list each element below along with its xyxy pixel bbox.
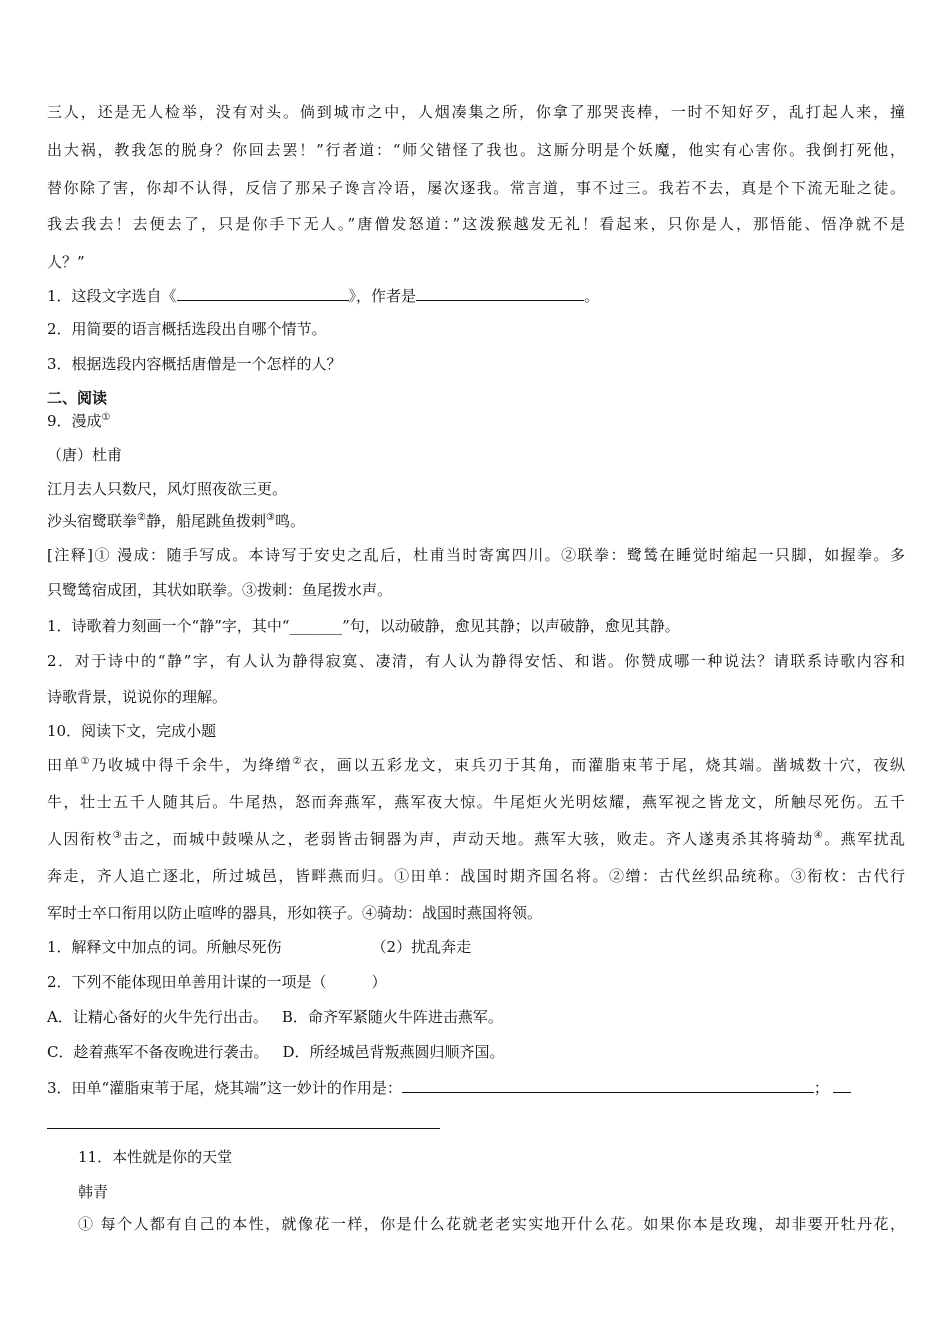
q8-1-middle: 》，作者是 — [348, 287, 417, 305]
q10-passage-line-4: 奔走，齐人追亡逐北，所过城邑，皆畔燕而归。①田单：战国时期齐国名将。②缯：古代丝织品统称。③衔枚：古代行 — [47, 867, 905, 885]
q10-p1-a: 田单 — [47, 756, 81, 774]
q10-p3-c: 。燕军扰乱 — [824, 830, 905, 848]
q9-subquestion-1 — [47, 616, 680, 636]
poem-note-2: ② — [137, 512, 146, 523]
q10-passage-line-3 — [47, 829, 905, 849]
q9-poem-line-2 — [47, 511, 305, 531]
poem-note-3: ③ — [266, 512, 275, 523]
q10-passage-line-1 — [47, 755, 905, 775]
q10-p3-a: 人因衔枚 — [47, 830, 113, 848]
poem-line-2-c: 鸣。 — [274, 512, 305, 530]
passage-line-4: 我去我去！去便去了，只是你手下无人。”唐僧发怒道：”这泼猴越发无礼！看起来，只你是人，那悟能、悟净就不是 — [47, 215, 905, 233]
poem-line-2-b: 静，船尾跳鱼拨剌 — [145, 512, 266, 530]
q10-1-a: 1．解释文中加点的词。所触尽死伤 — [47, 938, 282, 956]
option-a[interactable]: A．让精心备好的火牛先行出击。 — [47, 1008, 268, 1026]
q11-title: 11．本性就是你的天堂 — [78, 1148, 233, 1166]
q9-1-suffix: ”句，以动破静，愈见其静；以声破静，愈见其静。 — [342, 617, 680, 635]
passage-line-5: 人？” — [47, 253, 85, 271]
q10-1-b: （2）扰乱奔走 — [371, 938, 472, 956]
passage-line-1: 三人，还是无人检举，没有对头。倘到城市之中，人烟凑集之所，你拿了那哭丧棒，一时不知好歹，乱打起人来，撞 — [47, 103, 905, 121]
q11-paragraph-1: ① 每个人都有自己的本性，就像花一样，你是什么花就老老实实地开什么花。如果你本是玫瑰，却非要开牡丹花， — [78, 1215, 905, 1233]
q10-subquestion-1 — [47, 937, 471, 957]
q10-3-prefix: 3．田单“灌脂束苇于尾，烧其端”这一妙计的作用是： — [47, 1079, 402, 1097]
option-c[interactable]: C．趁着燕军不备夜晚进行袭击。 — [47, 1043, 269, 1061]
q10-options-ab — [47, 1007, 503, 1027]
book-title-blank[interactable] — [177, 285, 349, 301]
q10-p3-b: 击之，而城中鼓噪从之，老弱皆击铜器为声，声动天地。燕军大骇，败走。齐人遂夷杀其将骑劫 — [123, 830, 814, 848]
q9-1-blank[interactable]: _______ — [289, 617, 343, 635]
q9-1-prefix: 1．诗歌着力刻画一个“静”字，其中“ — [47, 617, 290, 635]
q8-1-end: 。 — [584, 287, 600, 305]
q10-p1-b: 乃收城中得千余牛，为绛缯 — [91, 756, 293, 774]
q10-3-blank-2[interactable] — [833, 1077, 851, 1093]
q10-p1-c: 衣，画以五彩龙文，束兵刃于其角，而灌脂束苇于尾，烧其端。凿城数十穴，夜纵 — [303, 756, 905, 774]
q9-title — [47, 411, 111, 431]
q9-title-text: 9．漫成 — [47, 412, 102, 430]
q9-notes-line-2: 只鹭鸶宿成团，其状如联拳。③拨刺：鱼尾拨水声。 — [47, 581, 393, 599]
q9-subquestion-2-line-2: 诗歌背景，说说你的理解。 — [47, 688, 228, 706]
q10-subquestion-3 — [47, 1077, 851, 1098]
passage-line-2: 出大祸，教我怎的脱身？你回去罢！”行者道：“师父错怪了我也。这厮分明是个妖魔，他实有心害你。我倒打死他， — [47, 141, 905, 159]
q10-3-blank-continuation[interactable] — [47, 1128, 440, 1129]
section-heading-reading: 二、阅读 — [47, 389, 108, 407]
poem-line-2-a: 沙头宿鹭联拳 — [47, 512, 138, 530]
q10-title: 10．阅读下文，完成小题 — [47, 722, 217, 740]
question-8-3: 3．根据选段内容概括唐僧是一个怎样的人？ — [47, 355, 342, 373]
q10-passage-line-5: 军时士卒口衔用以防止喧哗的器具，形如筷子。④骑劫：战国时燕国将领。 — [47, 904, 543, 922]
option-d[interactable]: D．所经城邑背叛燕圆归顺齐国。 — [282, 1043, 505, 1061]
question-8-1 — [47, 285, 599, 306]
q9-poem-line-1: 江月去人只数尺，风灯照夜欲三更。 — [47, 480, 288, 498]
passage-line-3: 替你除了害，你却不认得，反信了那呆子谗言冷语，屡次逐我。常言道，事不过三。我若不去，真是个下流无耻之徒。 — [47, 179, 905, 197]
option-b[interactable]: B．命齐军紧随火牛阵进击燕军。 — [281, 1008, 503, 1026]
q10-note-1: ① — [80, 756, 92, 767]
q10-options-cd — [47, 1042, 505, 1062]
q10-note-3: ③ — [112, 830, 124, 841]
q9-title-note: ① — [101, 412, 111, 423]
q9-author: （唐）杜甫 — [47, 446, 123, 464]
q10-3-blank-1[interactable] — [402, 1077, 814, 1093]
q11-author: 韩青 — [78, 1183, 109, 1201]
q10-subquestion-2: 2．下列不能体现田单善用计谋的一项是（ ） — [47, 973, 387, 991]
q10-note-2: ② — [292, 756, 304, 767]
q9-notes-line-1: [注释]① 漫成：随手写成。本诗写于安史之乱后，杜甫当时寄寓四川。②联拳：鹭鸶在睡觉时缩起一只脚，如握拳。多 — [47, 546, 905, 564]
author-blank[interactable] — [416, 285, 584, 301]
q9-subquestion-2-line-1: 2．对于诗中的“静”字，有人认为静得寂寞、凄清，有人认为静得安恬、和谐。你赞成哪一种说法？请联系诗歌内容和 — [47, 652, 905, 670]
q10-3-separator: ； — [813, 1079, 829, 1097]
q10-note-4: ④ — [813, 830, 825, 841]
q8-1-prefix: 1．这段文字选自《 — [47, 287, 177, 305]
question-8-2: 2．用简要的语言概括选段出自哪个情节。 — [47, 320, 327, 338]
q10-passage-line-2: 牛，壮士五千人随其后。牛尾热，怒而奔燕军，燕军夜大惊。牛尾炬火光明炫耀，燕军视之皆龙文，所触尽死伤。五千 — [47, 793, 905, 811]
